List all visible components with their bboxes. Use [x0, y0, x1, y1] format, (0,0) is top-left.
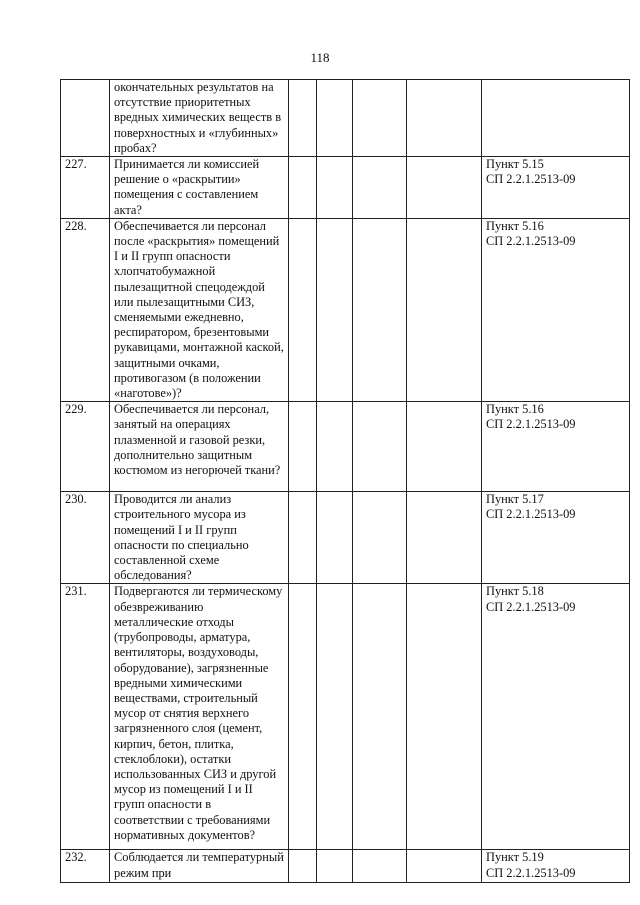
answer-cell [353, 218, 407, 401]
reference-cell: Пункт 5.19 СП 2.2.1.2513-09 [482, 850, 630, 883]
answer-cell [289, 492, 317, 584]
row-number: 227. [61, 157, 110, 219]
table-row [61, 218, 630, 401]
answer-cell [353, 157, 407, 219]
row-number: 228. [61, 218, 110, 401]
reference-cell: Пункт 5.18 СП 2.2.1.2513-09 [482, 584, 630, 850]
table-row [61, 157, 630, 219]
answer-cell [353, 402, 407, 492]
answer-cell [317, 850, 353, 883]
answer-cell [353, 584, 407, 850]
question-cell: Проводится ли анализ строительного мусора из помещений I и II групп опасности по специально составленной схеме обследования? [110, 492, 289, 584]
row-number: 229. [61, 402, 110, 492]
note-cell [407, 850, 482, 883]
note-cell [407, 80, 482, 157]
table-row [61, 850, 630, 883]
table-row [61, 80, 630, 157]
note-cell [407, 492, 482, 584]
reference-cell: Пункт 5.15 СП 2.2.1.2513-09 [482, 157, 630, 219]
answer-cell [289, 80, 317, 157]
question-cell: Обеспечивается ли персонал после «раскрытия» помещений I и II групп опасности хлопчатобумажной пылезащитной спецодеждой или пылезащитными СИЗ, сменяемыми ежедневно, респиратором, брезентовыми рукавицами, монтажной каской, защитными очками, противогазом (в положении «наготове»)? [110, 218, 289, 401]
row-number [61, 80, 110, 157]
row-number: 231. [61, 584, 110, 850]
answer-cell [289, 850, 317, 883]
answer-cell [289, 584, 317, 850]
note-cell [407, 584, 482, 850]
answer-cell [289, 157, 317, 219]
question-cell: Подвергаются ли термическому обезвреживанию металлические отходы (трубопроводы, арматура, вентиляторы, воздуховоды, оборудование), загрязненные вредными химическими веществами, строительный мусор от снятия верхнего загрязненного слоя (цемент, кирпич, бетон, плитка, стеклоблоки), остатки использованных СИЗ и другой мусор из помещений I и II групп опасности в соответствии с требованиями нормативных документов? [110, 584, 289, 850]
page-number: 118 [310, 50, 330, 65]
note-cell [407, 157, 482, 219]
answer-cell [317, 584, 353, 850]
table-row [61, 492, 630, 584]
table-row [61, 584, 630, 850]
reference-cell [482, 80, 630, 157]
row-number: 230. [61, 492, 110, 584]
table-row [61, 402, 630, 492]
question-cell: Обеспечивается ли персонал, занятый на операциях плазменной и газовой резки, дополнительно защитным костюмом из негорючей ткани? [110, 402, 289, 492]
answer-cell [289, 218, 317, 401]
question-cell: Соблюдается ли температурный режим при [110, 850, 289, 883]
note-cell [407, 218, 482, 401]
answer-cell [353, 850, 407, 883]
answer-cell [317, 157, 353, 219]
note-cell [407, 402, 482, 492]
question-cell: окончательных результатов на отсутствие приоритетных вредных химических веществ в поверхностных и «глубинных» пробах? [110, 80, 289, 157]
answer-cell [353, 492, 407, 584]
answer-cell [317, 80, 353, 157]
answer-cell [289, 402, 317, 492]
answer-cell [317, 492, 353, 584]
answer-cell [317, 218, 353, 401]
reference-cell: Пункт 5.16 СП 2.2.1.2513-09 [482, 218, 630, 401]
question-cell: Принимается ли комиссией решение о «раскрытии» помещения с составлением акта? [110, 157, 289, 219]
row-number: 232. [61, 850, 110, 883]
answer-cell [317, 402, 353, 492]
reference-cell: Пункт 5.17 СП 2.2.1.2513-09 [482, 492, 630, 584]
checklist-table [60, 79, 630, 883]
reference-cell: Пункт 5.16 СП 2.2.1.2513-09 [482, 402, 630, 492]
answer-cell [353, 80, 407, 157]
